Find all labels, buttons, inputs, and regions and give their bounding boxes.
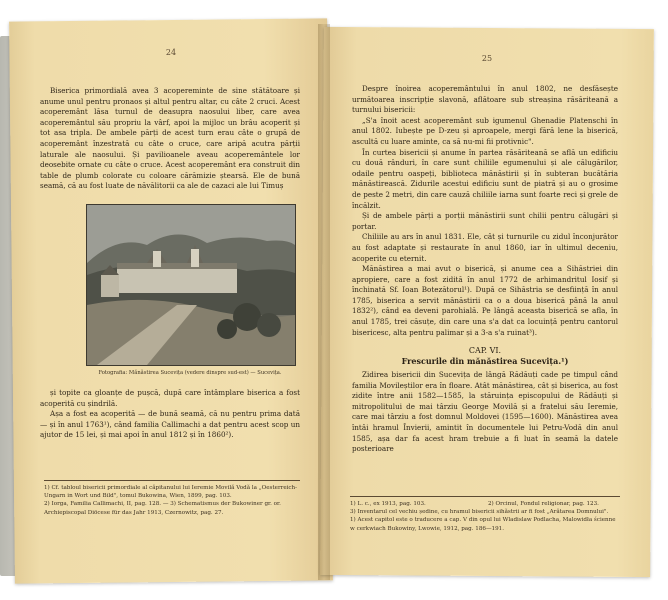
chapter-title: Frescurile din mănăstirea Sucevița.¹) <box>401 356 569 366</box>
right-footnote-rule <box>350 496 620 497</box>
right-top-text <box>352 84 618 338</box>
book-gutter <box>318 24 330 580</box>
left-footnotes <box>44 484 300 517</box>
paragraph: Și de ambele părți a porții mănăstirii sunt chilii pentru călugări și portar. <box>352 211 618 231</box>
left-page-number: 24 <box>165 48 177 57</box>
photo-caption: Fotografia: Mănăstirea Sucevița (vedere dinspre sud-est) — Sucevița. <box>98 370 282 376</box>
paragraph: „S'a înoit acest acoperemânt sub igumenul Ghenadie Platenschi în anul 1802. Iubește pe D-zeu și aproapele, mergi fără lene la biserică, ascultă cu luare aminte, ca să nu-mi fii protivnic". <box>352 115 618 146</box>
paragraph: Chiliile au ars în anul 1831. Ele, cât și turnurile cu zidul înconjurător au fost adaptate și restaurate în anul 1860, iar în ultimul deceniu, acoperite cu eternit. <box>352 232 618 263</box>
paragraph: Mănăstirea a mai avut o biserică, și anume cea a Sihăstriei din apropiere, care a fost zidită în anul 1772 de arhimandritul Iosif și închinată Sf. Ioan Botezătorul¹). După ce Sihăstria se desființă în anul 1785, biserica a servit mănăstirii ca o a doua biserică până la anul 1832²), când ea deveni parohială. Pe lângă aceasta biserică se afla, în anul 1785, trei căsuțe, din care una s'a dat ca locuință pentru cantorul bisericesc, alta pentru palimar și a 3-a s'a ruinat³). <box>352 264 618 337</box>
left-footnote-rule <box>44 480 300 481</box>
paragraph: Zidirea bisericii din Sucevița de lângă Rădăuți cade pe timpul când familia Movileștilor era în floare. Atât mănăstirea, cât și biserica, au fost zidite între anii 1582—1585, la stăruința episcopului de Rădăuți și mitropolitului de mai târziu George Movilă și a fratelui său Ieremie, care mai târziu a fost domnul Moldovei (1595—1600). Mănăstirea avea întâi hramul Învierii, amintit în documentele lui Petru-Vodă din anul 1585, așa dar fa acest hram trebuie a fi luat în seamă la datele posterioare <box>352 370 618 454</box>
left-top-text <box>40 86 300 192</box>
paragraph: Despre înoirea acoperemântului în anul 1802, ne desfăsește următoarea inscripție slavonă, aflătoare sub streașina răsăriteană a turnului bisericii: <box>352 84 618 115</box>
footnote: 2) Orcinul, Fondul religionar, pag. 123. <box>488 501 599 507</box>
right-page-number: 25 <box>481 54 493 63</box>
right-bottom-text <box>352 370 618 455</box>
footnote: 2) Iorga, Familia Callimachi, II, pag. 128. — 3) Schematismus der Bukowiner gr. or. Archiepiscopal Diöcese für das Jahr 1913, Czernowitz, pag. 27. <box>44 501 281 516</box>
monastery-photo-illustration <box>87 205 295 365</box>
footnote: 1) Cf. tabloul bisericii primordiale al căpitanului lui Ieremie Movilă Vodă la „Oesterreich-Ungarn in Wort und Bild", tomul Bukowina, Wien, 1899, pag. 103. <box>44 485 298 500</box>
paragraph: și topite ca gloanțe de pușcă, după care întâmplare biserica a fost acoperită cu șindrilă. <box>40 388 300 408</box>
monastery-photo <box>86 204 296 366</box>
footnote: 1) Acest capitol este o traducere a cap. V din opul lui Wladislaw Podlacha, Malowidła ścienne w cerkwiach Bukowiny, Lwowie, 1912, pag. 186—191. <box>350 517 616 532</box>
footnote: 3) Inventarul cel vechiu ședine, cu hramul bisericii sihăstrii ar fi fost „Arătarea Domnului". <box>350 509 609 516</box>
paragraph: În curtea bisericii și anume în partea răsăriteană se află un edificiu cu două rânduri, în care sunt chiliile egumenului și ale călugărilor, odaile pentru oaspeți, biblioteca mănăstirii și în subteran bucătăria mănăstirească. Zidurile acestui edificiu sunt de piatră și au o grosime de peste 2 metri, din care cauză chiliile iarna sunt foarte reci și grele de încălzit. <box>352 147 618 210</box>
footnote: 1) L. c., ex 1913, pag. 103. <box>350 501 426 507</box>
footnote-column <box>350 500 482 508</box>
footnote-column <box>488 500 620 508</box>
chapter-heading: CAP. VI. <box>468 346 502 355</box>
paragraph: Biserica primordială avea 3 acopereminte de sine stătătoare și anume unul pentru pronaos și altul pentru altar, cu câte 2 cruci. Acest acoperemânt lăsa turnul de deasupra naosului liber, care avea acoperemântul său propriu la vârf, apoi la mijloc un brâu acoperit și tot asa tripla. De ambele părți de acest turn erau câte o grupă de acoperemânt înzestrată cu câte o cruce, care aripă acutra părții laturale ale naosului. Și pavilioanele aveau acoperemântele lor deosebite ornate cu câte o cruce. Acest acoperemânt era construit din table de plumb colorate cu coloare cărămizie ștearsă. Ele de bună seamă, că au fost luate de năvălitorii ca ale de cazaci ale lui Timuș <box>40 86 300 191</box>
left-bottom-text <box>40 388 300 441</box>
right-footnotes <box>350 500 620 533</box>
paragraph: Așa a fost ea acoperită — de bună seamă, că nu pentru prima dată — și în anul 1763¹), când familia Callimachi a dat pentru acest scop un ajutor de 15 lei, și mai apoi în anul 1812 și în 1860²). <box>40 409 300 440</box>
